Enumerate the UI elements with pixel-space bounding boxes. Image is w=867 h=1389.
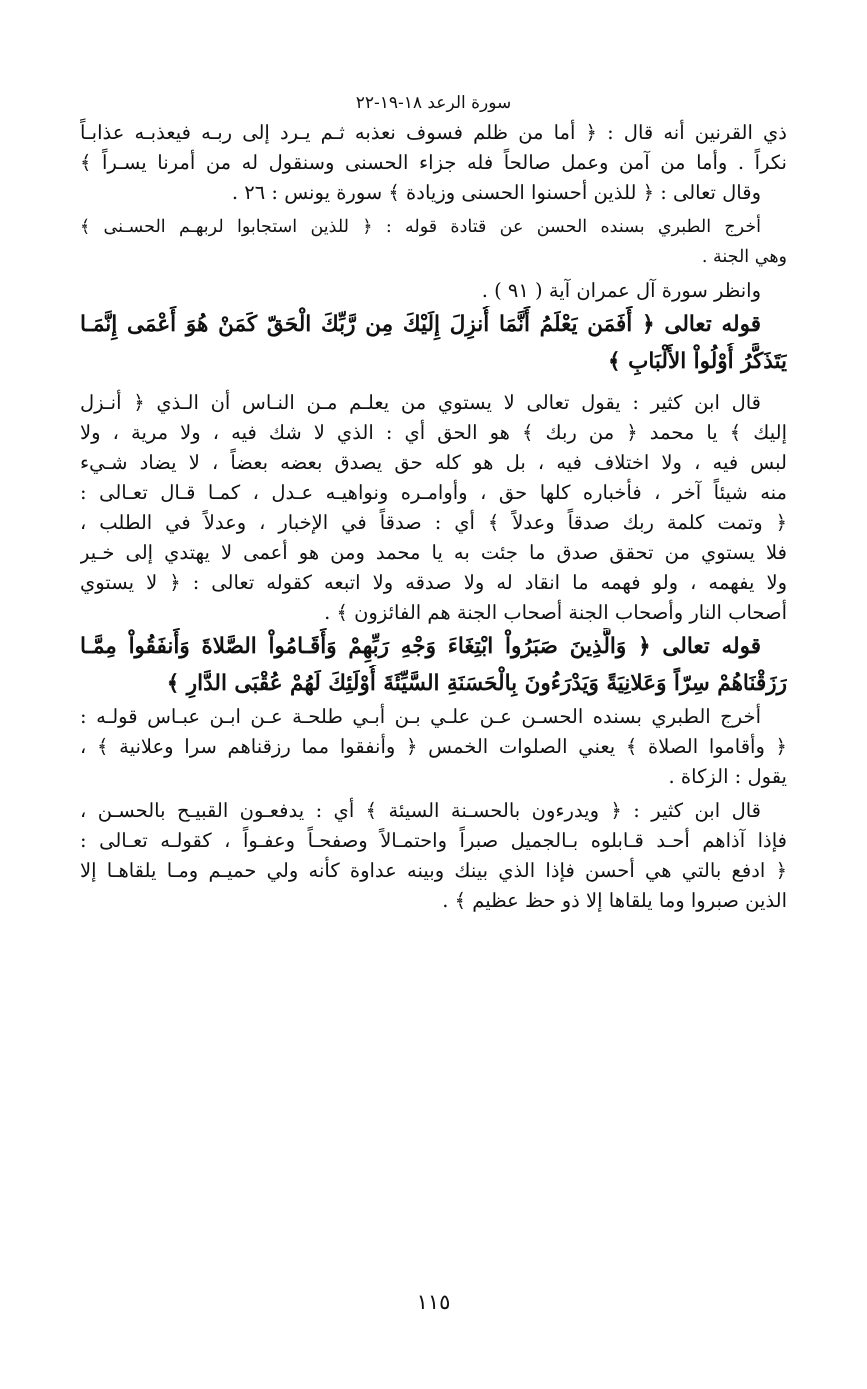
text-line: ﴿ وأقاموا الصلاة ﴾ يعني الصلوات الخمس ﴿ وأنفقوا مما رزقناهم سرا وعلانية ﴾ ، bbox=[80, 735, 787, 758]
paragraph-ibn-kathir-1 bbox=[80, 388, 787, 628]
paragraph-see-also bbox=[80, 276, 787, 306]
text-line: وانظر سورة آل عمران آية ( ٩١ ) . bbox=[481, 279, 761, 302]
text-line: نكراً . وأما من آمن وعمل صالحاً فله جزاء الحسنى وسنقول له من أمرنا يسـراً ﴾ bbox=[80, 151, 787, 174]
paragraph-tabari-ibn-abbas bbox=[80, 702, 787, 792]
text-line: ﴿ وتمت كلمة ربك صدقاً وعدلاً ﴾ أي : صدقاً في الإخبار ، وعدلاً في الطلب ، bbox=[80, 511, 787, 534]
paragraph-tabari-qatada bbox=[80, 212, 787, 272]
text-line: فإذا آذاهم أحـد قـابلوه بـالجميل صبراً واحتمـالاً وصفحـاً وعفـواً ، كقولـه تعـالى : bbox=[80, 829, 787, 852]
paragraph-ibn-kathir-2 bbox=[80, 796, 787, 916]
text-line: فلا يستوي من تحقق صدق ما جئت به يا محمد ومن هو أعمى لا يهتدي إلى خـير bbox=[80, 541, 787, 564]
verse-line: قوله تعالى ﴿ أَفَمَن يَعْلَمُ أَنَّمَا أُنزِلَ إِلَيْكَ مِن رَّبِّكَ الْحَقّ كَمَنْ هُوَ أَعْمَى إِنَّمَـا bbox=[80, 312, 761, 337]
verse-line: يَتَذَكَّرُ أُوْلُواْ الأَلْبَابِ ﴾ bbox=[608, 349, 787, 374]
text-line: لبس فيه ، ولا اختلاف فيه ، بل هو كله حق يصدق بعضه بعضاً ، لا يضاد شـيء bbox=[80, 451, 787, 474]
verse-heading-18 bbox=[80, 306, 787, 380]
text-line: أصحاب النار وأصحاب الجنة أصحاب الجنة هم الفائزون ﴾ . bbox=[324, 601, 787, 624]
text-line: ولا يفهمه ، ولو فهمه ما انقاد له ولا صدقه ولا اتبعه كقوله تعالى : ﴿ لا يستوي bbox=[80, 571, 787, 594]
verse-line: رَزَقْنَاهُمْ سِرّاً وَعَلانِيَةً وَيَدْرَءُونَ بِالْحَسَنَةِ السَّيِّئَةَ أُوْلَئِكَ لَهُمْ عُقْبَى الدَّارِ ﴾ bbox=[166, 671, 787, 696]
text-line: أخرج الطبري بسنده الحسن عن قتادة قوله : ﴿ للذين استجابوا لربهـم الحسـنى ﴾ bbox=[80, 217, 761, 237]
paragraph-quran-citation bbox=[80, 118, 787, 208]
verse-line: قوله تعالى ﴿ وَالَّذِينَ صَبَرُواْ ابْتِغَاءَ وَجْهِ رَبِّهِمْ وَأَقَـامُواْ الصَّلاةَ وَأَنفَقُواْ مِمَّـا bbox=[80, 634, 761, 659]
text-line: يقول : الزكاة . bbox=[668, 765, 787, 788]
text-line: وقال تعالى : ﴿ للذين أحسنوا الحسنى وزيادة ﴾ سورة يونس : ٢٦ . bbox=[231, 181, 761, 204]
running-header: سورة الرعد ١٨-١٩-٢٢ bbox=[355, 93, 512, 113]
text-line: وهي الجنة . bbox=[701, 247, 787, 267]
text-line: ذي القرنين أنه قال : ﴿ أما من ظلم فسوف نعذبه ثـم يـرد إلى ربـه فيعذبـه عذابـاً bbox=[80, 121, 787, 144]
text-line: قال ابن كثير : ﴿ ويدرءون بالحسـنة السيئة ﴾ أي : يدفعـون القبيـح بالحسـن ، bbox=[80, 799, 761, 822]
text-line: أخرج الطبري بسنده الحسـن عـن علـي بـن أبـي طلحـة عـن ابـن عبـاس قولـه : bbox=[80, 705, 761, 728]
text-line: إليك ﴾ يا محمد ﴿ من ربك ﴾ هو الحق أي : الذي لا شك فيه ، ولا مرية ، ولا bbox=[80, 421, 787, 444]
text-line: ﴿ ادفع بالتي هي أحسن فإذا الذي بينك وبينه عداوة كأنه ولي حميـم ومـا يلقاهـا إلا bbox=[80, 859, 787, 882]
text-line: الذين صبروا وما يلقاها إلا ذو حظ عظيم ﴾ . bbox=[442, 889, 787, 912]
verse-heading-22 bbox=[80, 628, 787, 702]
page-number: ١١٥ bbox=[416, 1290, 451, 1314]
text-line: منه شيئاً آخر ، فأخباره كلها حق ، وأوامـره ونواهيـه عـدل ، كمـا قـال تعـالى : bbox=[80, 481, 787, 504]
text-line: قال ابن كثير : يقول تعالى لا يستوي من يعلـم مـن النـاس أن الـذي ﴿ أنـزل bbox=[80, 391, 761, 414]
